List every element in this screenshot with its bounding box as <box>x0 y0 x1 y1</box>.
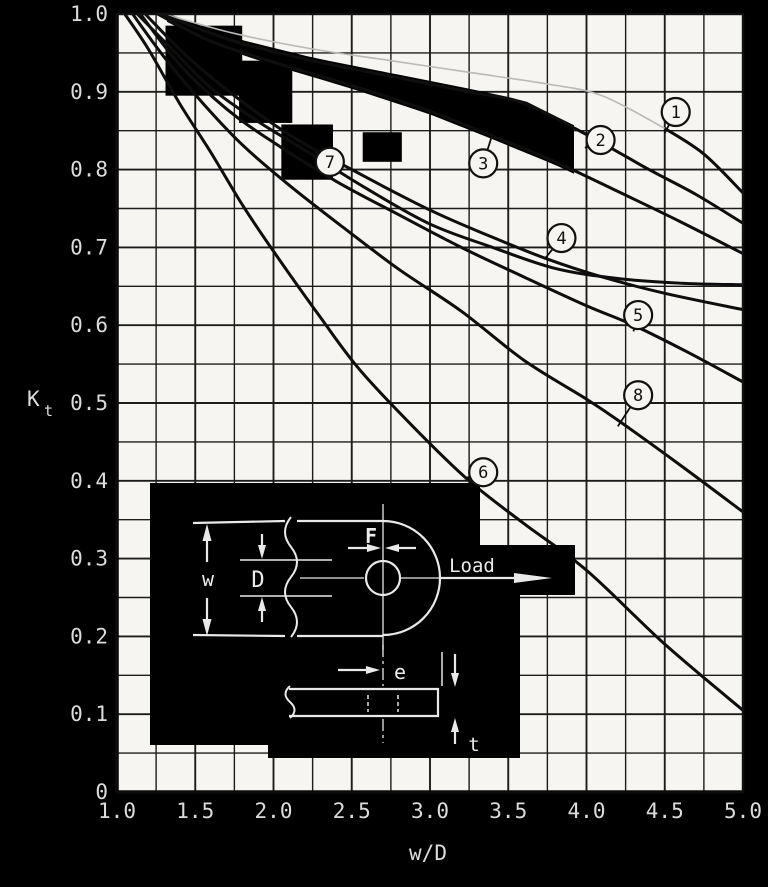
x-tick-label-2.5: 2.5 <box>332 799 371 823</box>
curve-label-number-8: 8 <box>633 386 644 407</box>
y-axis-title: K <box>27 387 40 411</box>
x-tick-label-4.5: 4.5 <box>645 799 684 823</box>
y-tick-label-0: 0 <box>95 780 108 804</box>
y-tick-label-0.2: 0.2 <box>70 624 108 649</box>
w-label: w <box>201 567 215 591</box>
curve-label-number-2: 2 <box>595 131 606 152</box>
x-tick-label-3.0: 3.0 <box>411 799 449 823</box>
x-tick-label-4.0: 4.0 <box>567 799 606 823</box>
load-label: Load <box>449 555 495 577</box>
D-label: D <box>251 568 265 593</box>
y-tick-label-0.1: 0.1 <box>70 702 108 727</box>
y-axis-title-subscript: t <box>44 402 54 420</box>
scan-blob <box>363 132 402 162</box>
curve-label-number-4: 4 <box>556 229 567 250</box>
y-tick-label-0.5: 0.5 <box>70 391 108 415</box>
x-tick-label-1.5: 1.5 <box>176 799 215 823</box>
x-axis-title: w/D <box>409 841 447 865</box>
y-tick-label-0.4: 0.4 <box>70 468 108 493</box>
x-tick-label-1.0: 1.0 <box>98 799 136 823</box>
t-label: t <box>468 734 480 756</box>
curve-label-number-1: 1 <box>670 103 681 124</box>
curve-label-number-5: 5 <box>633 306 644 327</box>
y-tick-label-0.7: 0.7 <box>70 235 108 260</box>
x-tick-label-3.5: 3.5 <box>489 799 528 823</box>
F-label: F <box>364 524 378 548</box>
y-tick-label-1.0: 1.0 <box>70 2 108 26</box>
y-tick-label-0.9: 0.9 <box>70 79 108 104</box>
y-tick-label-0.8: 0.8 <box>70 157 108 182</box>
curve-label-number-6: 6 <box>478 463 489 484</box>
e-label: e <box>393 660 407 684</box>
x-tick-label-2.0: 2.0 <box>254 799 293 823</box>
curve-label-number-3: 3 <box>478 154 489 175</box>
x-tick-label-5.0: 5.0 <box>724 799 762 823</box>
y-tick-label-0.3: 0.3 <box>70 546 108 571</box>
y-tick-label-0.6: 0.6 <box>70 313 108 338</box>
curve-label-number-7: 7 <box>324 152 335 173</box>
